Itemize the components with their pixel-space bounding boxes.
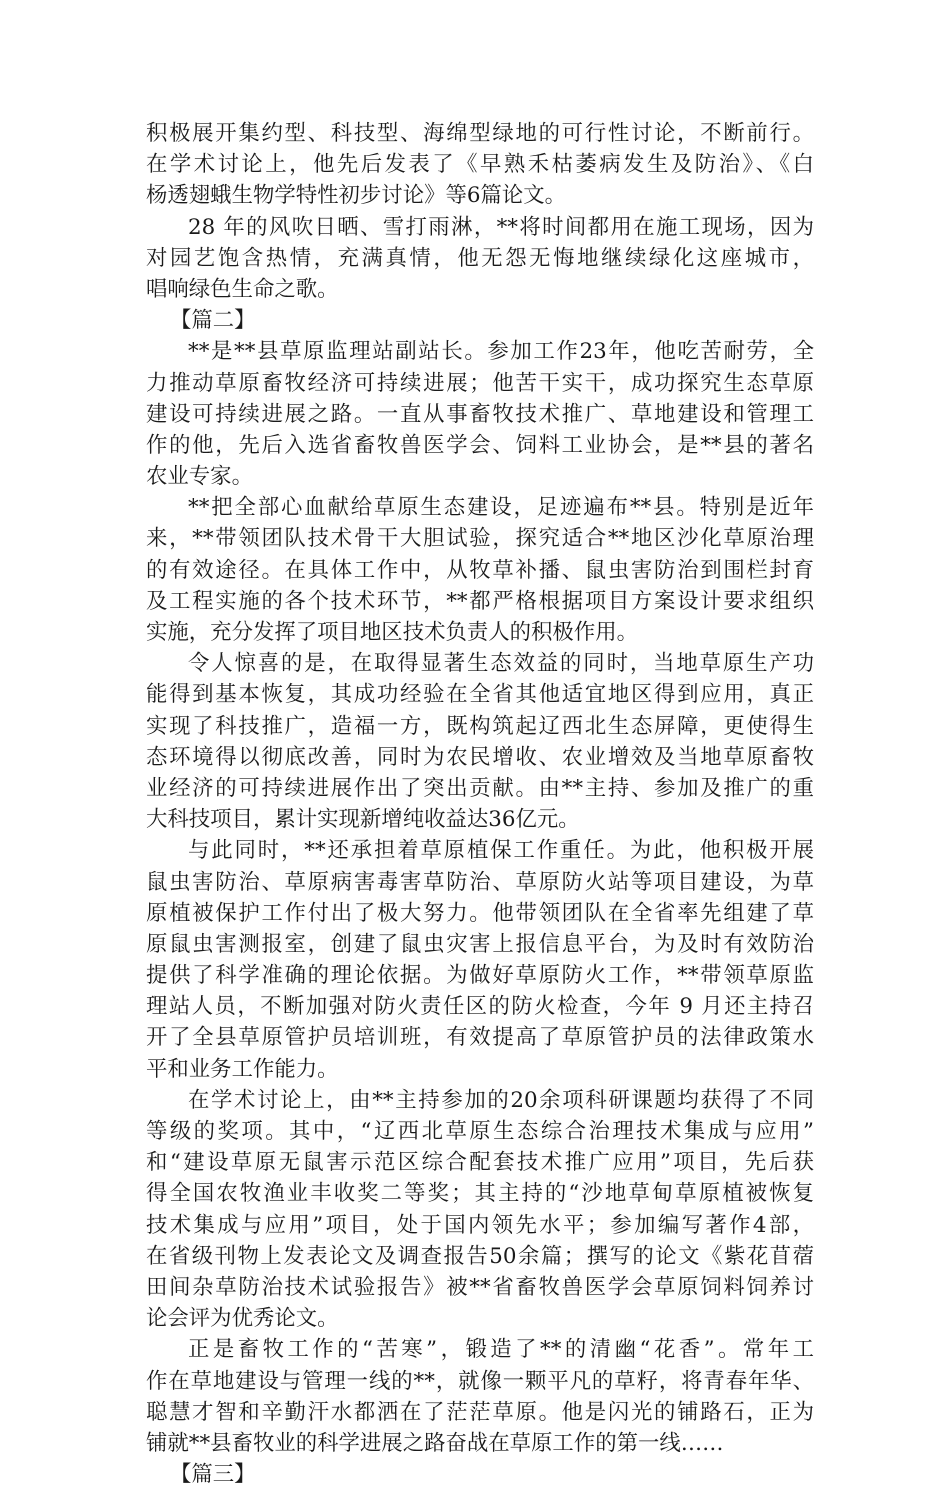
text-line: 在学术讨论上，他先后发表了《早熟禾枯萎病发生及防治》、《白 <box>146 152 814 178</box>
text-line: 铺就**县畜牧业的科学进展之路奋战在草原工作的第一线…… <box>146 1430 724 1456</box>
text-line: 聪慧才智和辛勤汗水都洒在了茫茫草原。他是闪光的铺路石，正为 <box>146 1399 814 1425</box>
paragraph <box>146 492 814 648</box>
text-line: 在省级刊物上发表论文及调查报告50余篇；撰写的论文《紫花苜蓿 <box>146 1243 814 1269</box>
text-line: 唱响绿色生命之歌。 <box>146 276 339 302</box>
text-line: 在学术讨论上，由**主持参加的20余项科研课题均获得了不同 <box>188 1087 814 1113</box>
text-line: 实施，充分发挥了项目地区技术负责人的积极作用。 <box>146 620 638 645</box>
text-line: 大科技项目，累计实现新增纯收益达36亿元。 <box>146 807 580 833</box>
text-line: 原鼠虫害测报室，创建了鼠虫灾害上报信息平台，为及时有效防治 <box>146 931 814 957</box>
text-line: 积极展开集约型、科技型、海绵型绿地的可行性讨论，不断前行。 <box>146 121 814 146</box>
text-line: 业经济的可持续进展作出了突出贡献。由**主持、参加及推广的重 <box>146 775 814 801</box>
text-line: 的有效途径。在具体工作中，从牧草补播、鼠虫害防治到围栏封育 <box>146 557 814 583</box>
text-line: 态环境得以彻底改善，同时为农民增收、农业增效及当地草原畜牧 <box>146 744 814 770</box>
text-line: 来，**带领团队技术骨干大胆试验，探究适合**地区沙化草原治理 <box>146 526 814 552</box>
text-line: 理站人员，不断加强对防火责任区的防火检查，今年 9 月还主持召 <box>146 994 814 1020</box>
text-line: 正是畜牧工作的“苦寒”，锻造了**的清幽“花香”。常年工 <box>188 1337 814 1363</box>
text-line: 得全国农牧渔业丰收奖二等奖；其主持的“沙地草甸草原植被恢复 <box>146 1181 814 1207</box>
text-line: **是**县草原监理站副站长。参加工作23年，他吃苦耐劳，全 <box>188 339 814 365</box>
text-line: 农业专家。 <box>146 464 253 490</box>
paragraph <box>146 648 814 835</box>
paragraph <box>146 212 814 306</box>
text-line: 28 年的风吹日晒、雪打雨淋，**将时间都用在施工现场，因为 <box>188 214 814 240</box>
text-line: 技术集成与应用”项目，处于国内领先水平；参加编写著作4部， <box>146 1212 814 1238</box>
text-line: 与此同时，**还承担着草原植保工作重任。为此，他积极开展 <box>188 838 814 864</box>
text-line: 及工程实施的各个技术环节，**都严格根据项目方案设计要求组织 <box>146 588 814 614</box>
paragraph <box>146 336 814 492</box>
text-line: 等级的奖项。其中，“辽西北草原生态综合治理技术集成与应用” <box>146 1119 814 1144</box>
text-line: 平和业务工作能力。 <box>146 1056 339 1082</box>
paragraph <box>146 118 814 212</box>
text-line: 杨透翅蛾生物学特性初步讨论》等6篇论文。 <box>146 183 567 209</box>
document-body <box>146 118 814 1490</box>
text-line: 实现了科技推广，造福一方，既构筑起辽西北生态屏障，更使得生 <box>146 713 814 739</box>
text-line: 和“建设草原无鼠害示范区综合配套技术推广应用”项目，先后获 <box>146 1150 814 1176</box>
section-heading: 【篇二】 <box>170 308 256 334</box>
text-line: 能得到基本恢复，其成功经验在全省其他适宜地区得到应用，真正 <box>146 682 814 708</box>
text-line: 对园艺饱含热情，充满真情，他无怨无悔地继续绿化这座城市， <box>146 245 814 271</box>
text-line: 提供了科学准确的理论依据。为做好草原防火工作，**带领草原监 <box>146 963 814 989</box>
text-line: 建设可持续进展之路。一直从事畜牧技术推广、草地建设和管理工 <box>146 401 814 427</box>
text-line: 田间杂草防治技术试验报告》被**省畜牧兽医学会草原饲料饲养讨 <box>146 1274 814 1300</box>
paragraph <box>146 1085 814 1335</box>
text-line: 鼠虫害防治、草原病害毒害草防治、草原防火站等项目建设，为草 <box>146 869 814 895</box>
text-line: 原植被保护工作付出了极大努力。他带领团队在全省率先组建了草 <box>146 900 814 926</box>
text-line: 力推动草原畜牧经济可持续进展；他苦干实干，成功探究生态草原 <box>146 370 814 396</box>
text-line: **把全部心血献给草原生态建设，足迹遍布**县。特别是近年 <box>188 495 814 521</box>
text-line: 作的他，先后入选省畜牧兽医学会、饲料工业协会，是**县的著名 <box>146 432 814 458</box>
text-line: 令人惊喜的是，在取得显著生态效益的同时，当地草原生产功 <box>188 651 814 677</box>
section-heading: 【篇三】 <box>170 1462 256 1488</box>
text-line: 论会评为优秀论文。 <box>146 1306 339 1332</box>
paragraph <box>146 835 814 1085</box>
text-line: 作在草地建设与管理一线的**，就像一颗平凡的草籽，将青春年华、 <box>146 1368 814 1394</box>
text-line: 开了全县草原管护员培训班，有效提高了草原管护员的法律政策水 <box>146 1025 814 1051</box>
paragraph <box>146 1334 814 1459</box>
